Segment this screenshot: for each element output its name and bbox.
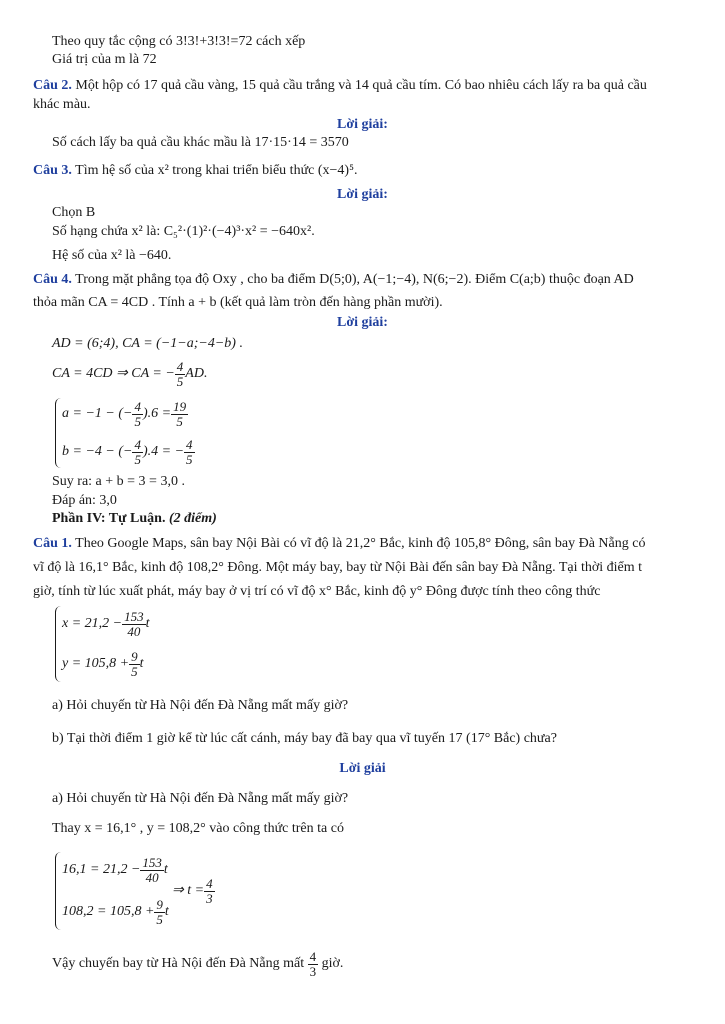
- question-text: Một hộp có 17 quả cầu vàng, 15 quả cầu trắng và 14 quả cầu tím. Có bao nhiêu cách lấy ra ba quả cầu: [71, 78, 647, 93]
- sub-question-a: a) Hỏi chuyến từ Hà Nội đến Đà Nẵng mất mấy giờ?: [52, 698, 349, 713]
- fraction: [132, 400, 143, 429]
- numerator: 153: [142, 854, 162, 870]
- question-text: Trong mặt phẳng tọa độ Oxy , cho ba điểm D(5;0), A(−1;−4), N(6;−2). Điểm C(a;b) thuộc đoạn AD: [71, 272, 634, 287]
- expr: ).6 =: [142, 406, 172, 421]
- denominator: 5: [186, 451, 193, 467]
- fraction: [122, 610, 146, 639]
- variable: t: [139, 656, 144, 671]
- expr: ).4 = −: [142, 444, 185, 459]
- numerator: 4: [176, 358, 184, 374]
- expr: ⇒ t =: [172, 883, 205, 898]
- question-4: [33, 271, 634, 289]
- expr: giờ.: [321, 956, 344, 971]
- variable: t: [164, 904, 169, 919]
- numerator: 4: [186, 436, 193, 452]
- question-text: Theo Google Maps, sân bay Nội Bài có vĩ độ là 21,2° Bắc, kinh độ 105,8° Đông, sân bay Đà Nẵng có: [71, 536, 646, 551]
- question-text: Tìm hệ số của x² trong khai triển biểu thức (x−4)⁵.: [71, 163, 358, 178]
- solution-ratio: [52, 356, 207, 392]
- question-text-cont: thỏa mãn CA = 4CD . Tính a + b (kết quả làm tròn đến hàng phần mười).: [33, 295, 443, 310]
- variable: t: [163, 862, 168, 877]
- sub-question-b: b) Tại thời điểm 1 giờ kể từ lúc cất cánh, máy bay đã bay qua vĩ tuyến 17 (17° Bắc) chưa?: [52, 731, 557, 746]
- implication: [172, 873, 215, 909]
- expr: CA = 4CD ⇒ CA = −: [52, 366, 175, 381]
- solution-title: Lời giải: [339, 761, 386, 776]
- numerator: 153: [124, 608, 144, 624]
- question-text-cont: giờ, tính từ lúc xuất phát, máy bay ở vị trí có vĩ độ x° Bắc, kinh độ y° Đông được tính theo công thức: [33, 584, 601, 599]
- question-1: [33, 535, 645, 553]
- equation-1: [62, 852, 168, 888]
- system-brace: [55, 852, 62, 930]
- denominator: 5: [176, 373, 184, 389]
- fraction: [175, 360, 186, 389]
- expr: 16,1 = 21,2 −: [62, 862, 141, 877]
- fraction: [171, 400, 188, 429]
- equation-b: [62, 435, 195, 469]
- question-label: Câu 1.: [33, 536, 72, 551]
- fraction: [184, 438, 195, 467]
- denominator: 5: [134, 413, 141, 429]
- denominator: 5: [134, 451, 141, 467]
- question-text-cont: vĩ độ là 16,1° Bắc, kinh độ 108,2° Đông. Một máy bay, bay từ Nội Bài đến sân bay Đà Nẵng. Tại thời điểm t: [33, 560, 643, 575]
- numerator: 4: [134, 398, 141, 414]
- numerator: 4: [309, 948, 317, 964]
- solution-title: Lời giải:: [337, 187, 388, 202]
- equation-a: [62, 397, 188, 431]
- system-brace: [55, 606, 62, 682]
- section-points: (2 điểm): [165, 511, 217, 526]
- solution-result: Suy ra: a + b = 3 = 3,0 .: [52, 474, 185, 489]
- denominator: 5: [156, 911, 163, 927]
- denominator: 40: [127, 623, 141, 639]
- formula-y: [62, 646, 144, 682]
- denominator: 3: [206, 890, 213, 906]
- denominator: 3: [309, 963, 317, 979]
- text-line: Theo quy tắc cộng có 3!3!+3!3!=72 cách xếp: [52, 34, 306, 49]
- question-text-cont: khác màu.: [33, 97, 91, 112]
- expr: x = 21,2 −: [62, 616, 123, 631]
- variable: t: [145, 616, 150, 631]
- solution-title: Lời giải:: [337, 315, 388, 330]
- question-2: [33, 77, 647, 95]
- fraction: [204, 877, 215, 906]
- expr: b = −4 − (−: [62, 444, 133, 459]
- section-title: Phần IV: Tự Luận.: [52, 511, 166, 526]
- solution-text: Hệ số của x² là −640.: [52, 248, 172, 263]
- expr: a = −1 − (−: [62, 406, 133, 421]
- solution-text: Số cách lấy ba quả cầu khác mầu là 17·15·14 = 3570: [52, 135, 349, 150]
- equation-2: [62, 894, 169, 930]
- denominator: 40: [145, 869, 159, 885]
- question-3: [33, 162, 357, 180]
- answer: Đáp án: 3,0: [52, 493, 117, 508]
- question-label: Câu 2.: [33, 78, 72, 93]
- solution-text: a) Hỏi chuyến từ Hà Nội đến Đà Nẵng mất mấy giờ?: [52, 791, 349, 806]
- numerator: 19: [173, 398, 187, 414]
- solution-text: Thay x = 16,1° , y = 108,2° vào công thức trên ta có: [52, 821, 344, 836]
- fraction: [308, 950, 319, 979]
- question-label: Câu 4.: [33, 272, 72, 287]
- question-label: Câu 3.: [33, 163, 72, 178]
- numerator: 9: [131, 648, 138, 664]
- text-line: Giá trị của m là 72: [52, 52, 157, 67]
- section-heading: [52, 510, 217, 528]
- fraction: [132, 438, 143, 467]
- conclusion: [52, 946, 343, 982]
- numerator: 9: [156, 896, 163, 912]
- expr: 108,2 = 105,8 +: [62, 904, 155, 919]
- fraction: [129, 650, 140, 679]
- system-brace: [55, 398, 62, 468]
- denominator: 5: [131, 663, 138, 679]
- fraction: [154, 898, 165, 927]
- expr: AD.: [185, 366, 208, 381]
- solution-title: Lời giải:: [337, 117, 388, 132]
- denominator: 5: [176, 413, 183, 429]
- numerator: 4: [134, 436, 141, 452]
- expr: y = 105,8 +: [62, 656, 130, 671]
- numerator: 4: [206, 875, 213, 891]
- solution-text: Số hạng chứa x² là: C₅²·(1)²·(−4)³·x² = −640x².: [52, 224, 315, 239]
- fraction: [140, 856, 164, 885]
- formula-x: [62, 606, 150, 642]
- solution-vectors: AD = (6;4), CA = (−1−a;−4−b) .: [52, 336, 243, 351]
- solution-text: Chọn B: [52, 205, 96, 220]
- expr: Vậy chuyến bay từ Hà Nội đến Đà Nẵng mất: [52, 956, 305, 971]
